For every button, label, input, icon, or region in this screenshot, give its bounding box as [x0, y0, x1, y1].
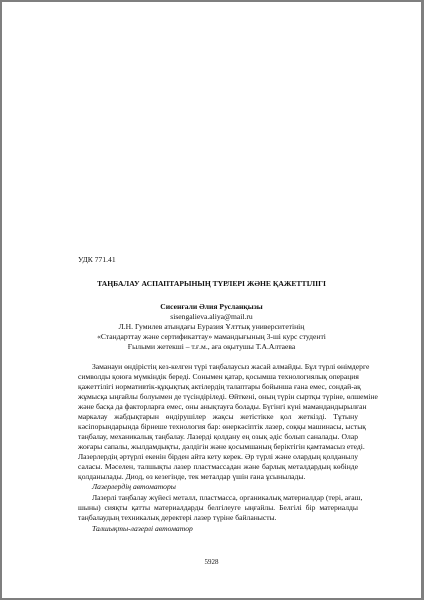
udk-code: УДК 771.41 — [78, 255, 116, 264]
supervisor-line: Ғылыми жетекші – т.ғ.м., аға оқытушы Т.А.Алтаева — [127, 342, 296, 351]
subheading-1: Лазерлердің автоматоры — [92, 482, 176, 491]
text-line: жұмысқа ыңғайлы болуымен де түсіндіріледі. Өйткені, оның түрін сыртқы түріне, өлшеміне — [78, 392, 378, 401]
text-line: қажеттілігі нормативтік-құқықтық актілердің талаптары бойынша ғана емес, сондай-ақ — [78, 382, 361, 391]
text-line: маркалау жабдықтарын өндірушілер жақсы жетістікке қол жеткізді. Тұтыну — [78, 412, 358, 421]
author-affiliation-2: «Стандарттау және сертификаттау» мамандығының 3-ші курс студенті — [97, 332, 326, 341]
author-email[interactable]: sisengalieva.aliya@mail.ru — [170, 312, 253, 321]
text-line: Лазерлердің әртүрлі екенін бірден айта кету керек. Әр түрлі және олардың қолданылу — [78, 452, 358, 461]
text-line: және басқа да факторларға емес, оны анықтауға болады. Бүгінгі күні мамандандырылған — [78, 402, 367, 411]
document-page — [2, 2, 421, 598]
text-line: жоғары сапалы, жылдамдықты, дәлдігін және қосымшаның беріктігін қамтамасыз етеді. — [78, 442, 365, 451]
text-line: таңбалаудың техникалық деректері лазер түріне байланысты. — [78, 513, 277, 522]
text-line: Лазерлі таңбалау жүйесі металл, пластмасса, органикалық материалдар (тері, ағаш, — [92, 493, 363, 502]
text-line: Заманауи өндірістің кез-келген түрі таңбалаусыз жасай алмайды. Бұл түрлі өнімдерге — [92, 362, 370, 371]
text-line: саласы. Мәселен, талшықты лазер пластмассадан және барлық металдардың көбінде — [78, 462, 358, 471]
page-number: 5928 — [204, 558, 219, 566]
text-line: қолданылады. Диод, өз кезегінде, тек металдар үшін ғана ұсынылады. — [78, 472, 306, 481]
text-line: символды қоюға мүмкіндік береді. Сонымен қатар, қосымша технологиялық операция — [78, 372, 359, 381]
article-title: ТАҢБАЛАУ АСПАПТАРЫНЫҢ ТҮРЛЕРІ ЖӘНЕ ҚАЖЕТТІЛІГІ — [97, 279, 326, 288]
author-affiliation-1: Л.Н. Гумилев атындағы Еуразия Ұлттық университетінің — [118, 322, 305, 331]
subheading-2: Талшықты-лазерлі автоматор — [92, 524, 193, 533]
text-line: шыны) сияқты қатты материалдарды белгілеуге ыңғайлы. Белгілі бір материалды — [78, 503, 358, 512]
author-name: Сисенғали Әлия Русланқызы — [160, 302, 263, 311]
text-line: кәсіпорындарында бірнеше технология бар: өнеркәсіптік лазер, соққы машинасы, ыстық — [78, 422, 366, 431]
text-line: таңбалау, механикалық таңбалау. Лазерді қолдану ең озық әдіс болып саналады. Олар — [78, 432, 358, 441]
